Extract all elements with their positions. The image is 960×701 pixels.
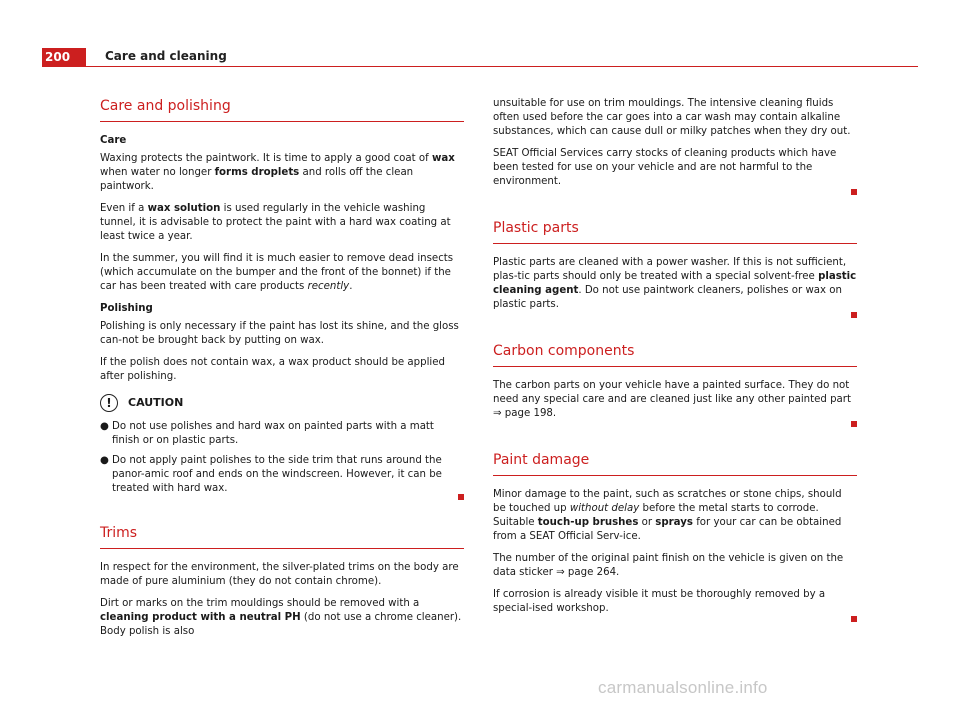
paragraph: Dirt or marks on the trim mouldings should be removed with a cleaning product with a neutral PH (do not use a chrome cleaner). Body polish is also: [100, 598, 462, 637]
section-title-paint-damage: Paint damage: [493, 451, 857, 476]
caution-header: [100, 394, 464, 412]
paragraph: Waxing protects the paintwork. It is time to apply a good coat of wax when water no longer forms droplets and rolls off the clean paintwork.: [100, 153, 455, 192]
bullet-icon: ●: [100, 455, 109, 466]
paragraph: Plastic parts are cleaned with a power washer. If this is not sufficient, plas-tic parts should only be treated with a special solvent-free plastic cleaning agent. Do not use paintwork cleaners, polishes or wax on plastic parts.: [493, 257, 857, 310]
paragraph: Minor damage to the paint, such as scratches or stone chips, should be touched up without delay before the metal starts to corrode. Suitable touch-up brushes or sprays for your car can be obtained from a SEAT Official Serv-ice.: [493, 489, 842, 542]
end-marker-icon: [851, 421, 857, 427]
caution-label: CAUTION: [128, 396, 184, 409]
subheading-polishing: Polishing: [100, 303, 153, 314]
paragraph: Even if a wax solution is used regularly in the vehicle washing tunnel, it is advisable to protect the paint with a hard wax coating at least twice a year.: [100, 203, 451, 242]
page-header: [42, 48, 918, 67]
section-title-plastic-parts: Plastic parts: [493, 219, 857, 244]
header-rule: [42, 66, 918, 67]
paragraph: SEAT Official Services carry stocks of cleaning products which have been tested for use on your vehicle and are not harmful to the environment.: [493, 148, 837, 187]
paragraph: The carbon parts on your vehicle have a painted surface. They do not need any special care and are cleaned just like any other painted part ⇒ page 198.: [493, 380, 851, 419]
paragraph: unsuitable for use on trim mouldings. The intensive cleaning fluids often used before the car goes into a car wash may contain alkaline substances, which can cause dull or milky patches when they dry out.: [493, 98, 851, 137]
section-title-trims: Trims: [100, 524, 464, 549]
subheading-care: Care: [100, 135, 127, 146]
list-item: ● Do not apply paint polishes to the side trim that runs around the panor-amic roof and ends on the windscreen. However, it can be treated with hard wax.: [100, 455, 442, 494]
end-marker-icon: [851, 312, 857, 318]
paragraph: In respect for the environment, the silver-plated trims on the body are made of pure aluminium (they do not contain chrome).: [100, 562, 459, 587]
page-number: 200: [42, 48, 86, 67]
section-title-carbon-components: Carbon components: [493, 342, 857, 367]
section-title-care-and-polishing: Care and polishing: [100, 97, 464, 122]
watermark: carmanualsonline.info: [598, 678, 768, 697]
list-item: ● Do not use polishes and hard wax on painted parts with a matt finish or on plastic parts.: [100, 421, 434, 446]
paragraph: The number of the original paint finish on the vehicle is given on the data sticker ⇒ page 264.: [493, 553, 844, 578]
paragraph: Polishing is only necessary if the paint has lost its shine, and the gloss can-not be brought back by putting on wax.: [100, 321, 459, 346]
paragraph: In the summer, you will find it is much easier to remove dead insects (which accumulate on the bumper and the front of the bonnet) if the car has been treated with care products recently.: [100, 253, 454, 292]
chapter-title: Care and cleaning: [105, 49, 227, 63]
end-marker-icon: [851, 616, 857, 622]
right-column: [493, 97, 857, 630]
left-column: [100, 97, 464, 647]
exclamation-icon: !: [100, 394, 118, 412]
paragraph: If corrosion is already visible it must be thoroughly removed by a special-ised workshop.: [493, 589, 826, 614]
paragraph: If the polish does not contain wax, a wax product should be applied after polishing.: [100, 357, 445, 382]
bullet-icon: ●: [100, 421, 109, 432]
end-marker-icon: [851, 189, 857, 195]
